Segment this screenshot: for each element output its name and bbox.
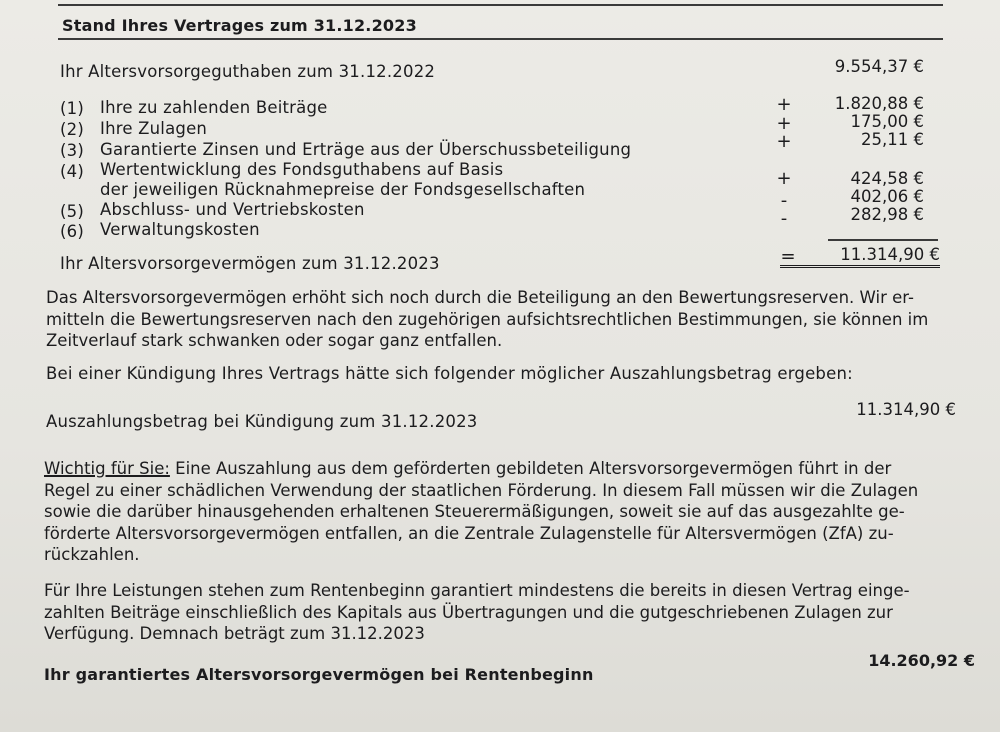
- item-label: Wertentwicklung des Fondsguthabens auf Basis: [100, 160, 504, 179]
- cancellation-label: Auszahlungsbetrag bei Kündigung zum 31.12.2023: [46, 412, 478, 431]
- guarantee-paragraph: [44, 580, 910, 645]
- paragraph-line: Eine Auszahlung aus dem geförderten gebildeten Altersvorsorgevermögen führt in der: [175, 459, 892, 478]
- item-label: Ihre Zulagen: [100, 119, 208, 138]
- item-number: (1): [60, 99, 84, 118]
- item-label-continued: der jeweiligen Rücknahmepreise der Fondsgesellschaften: [100, 180, 586, 199]
- paragraph-line: Regel zu einer schädlichen Verwendung der staatlichen Förderung. In diesem Fall müssen wir die Zulagen: [44, 480, 919, 500]
- paragraph-line: zahlten Beiträge einschließlich des Kapitals aus Übertragungen und die gutgeschriebenen Zulagen zur: [44, 602, 893, 622]
- item-amount: 175,00 €: [850, 112, 924, 131]
- item-number: (4): [60, 162, 84, 181]
- item-number: (3): [60, 141, 84, 160]
- sum-rule: [828, 239, 938, 241]
- item-amount: 282,98 €: [850, 205, 924, 224]
- guaranteed-amount: 14.260,92 €: [868, 651, 975, 670]
- item-sign: -: [780, 190, 788, 211]
- item-amount: 1.820,88 €: [834, 94, 924, 113]
- item-label: Ihre zu zahlenden Beiträge: [100, 98, 328, 117]
- cancellation-intro: Bei einer Kündigung Ihres Vertrags hätte sich folgender möglicher Auszahlungsbetrag ergeben:: [46, 364, 853, 383]
- opening-label: Ihr Altersvorsorgeguthaben zum 31.12.2022: [60, 62, 436, 81]
- important-heading: Wichtig für Sie:: [44, 459, 170, 478]
- paragraph-line: rückzahlen.: [44, 545, 140, 564]
- item-sign: +: [776, 168, 792, 189]
- item-number: (2): [60, 120, 84, 139]
- guaranteed-label: Ihr garantiertes Altersvorsorgevermögen bei Rentenbeginn: [44, 665, 594, 684]
- item-sign: +: [776, 131, 792, 152]
- item-sign: +: [776, 113, 792, 134]
- item-amount: 402,06 €: [850, 187, 924, 206]
- top-rule: [58, 4, 943, 6]
- title-underline: [58, 38, 943, 40]
- total-amount: 11.314,90 €: [780, 245, 940, 268]
- paragraph-line: Für Ihre Leistungen stehen zum Rentenbeginn garantiert mindestens die bereits in diesen Vertrag einge-: [44, 581, 910, 600]
- item-label: Abschluss- und Vertriebskosten: [100, 200, 365, 219]
- paragraph-line: Das Altersvorsorgevermögen erhöht sich noch durch die Beteiligung an den Bewertungsreserven. Wir er-: [46, 288, 914, 307]
- section-title: Stand Ihres Vertrages zum 31.12.2023: [62, 16, 417, 35]
- reserves-paragraph: [46, 287, 928, 352]
- paragraph-line: Verfügung. Demnach beträgt zum 31.12.2023: [44, 624, 425, 643]
- total-sign: =: [780, 246, 796, 267]
- important-paragraph: [44, 458, 918, 566]
- item-number: (5): [60, 202, 84, 221]
- paragraph-line: mitteln die Bewertungsreserven nach den zugehörigen aufsichtsrechtlichen Bestimmungen, sie können im: [46, 309, 929, 329]
- total-label: Ihr Altersvorsorgevermögen zum 31.12.2023: [60, 254, 440, 273]
- paragraph-line: Zeitverlauf stark schwanken oder sogar ganz entfallen.: [46, 331, 503, 350]
- item-amount: 25,11 €: [861, 130, 924, 149]
- item-sign: +: [776, 94, 792, 115]
- item-number: (6): [60, 222, 84, 241]
- item-amount: 424,58 €: [850, 169, 924, 188]
- paragraph-line: sowie die darüber hinausgehenden erhaltenen Steuerermäßigungen, soweit sie auf das ausgezahlte ge-: [44, 502, 905, 521]
- opening-amount: 9.554,37 €: [834, 57, 924, 76]
- item-label: Garantierte Zinsen und Erträge aus der Überschussbeteiligung: [100, 140, 632, 159]
- paragraph-line: förderte Altersvorsorgevermögen entfallen, an die Zentrale Zulagenstelle für Altersvermögen (ZfA) zu-: [44, 523, 894, 543]
- cancellation-amount: 11.314,90 €: [856, 400, 956, 419]
- item-label: Verwaltungskosten: [100, 220, 260, 239]
- item-sign: -: [780, 208, 788, 229]
